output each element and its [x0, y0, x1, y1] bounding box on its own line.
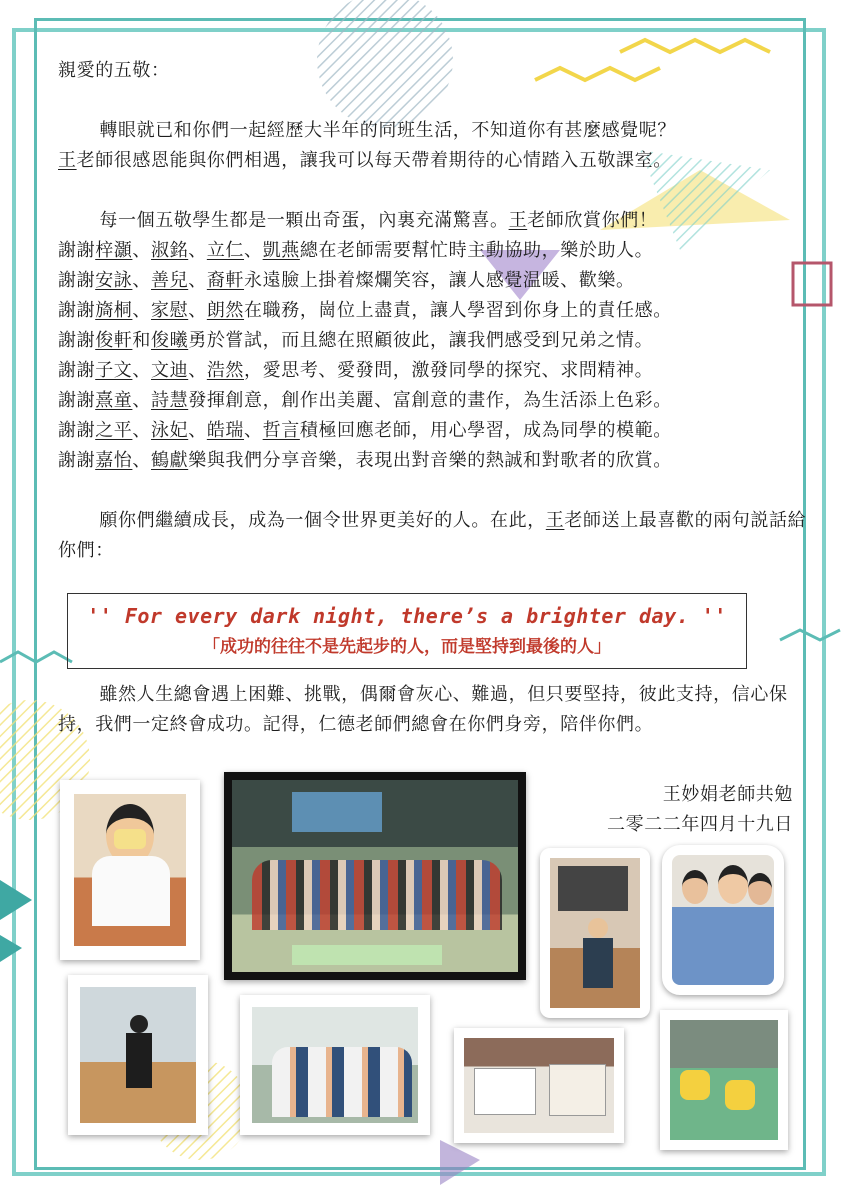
name-separator: 、 [244, 240, 263, 261]
paragraph-1-line-2 [58, 146, 818, 176]
photo-class-christmas [224, 772, 526, 980]
intro-text-a: 每一個五敬學生都是一顆出奇蛋，內裏充滿驚喜。 [99, 210, 509, 231]
student-name: 立仁 [206, 240, 245, 261]
thanks-prefix: 謝謝 [58, 450, 96, 471]
thanks-line [58, 296, 818, 326]
name-separator: 、 [132, 240, 152, 261]
paragraph-1-line-2-text: 老師很感恩能與你們相遇，讓我可以每天帶着期待的心情踏入五敬課室。 [76, 150, 672, 171]
letter-body [58, 56, 818, 566]
paragraph-1 [58, 116, 818, 176]
intro-text-b: 老師欣賞你們！ [527, 210, 658, 231]
student-name: 泳妃 [151, 420, 189, 441]
thanks-prefix: 謝謝 [58, 300, 96, 321]
paragraph-3 [58, 506, 818, 566]
student-name: 朗然 [206, 300, 245, 321]
thanks-line [58, 326, 818, 356]
name-separator: 、 [244, 420, 263, 441]
thanks-text: 在職務，崗位上盡責，讓人學習到你身上的責任感。 [244, 300, 672, 321]
student-name: 浩然 [206, 360, 245, 381]
paragraph-3-part-b: 老師送上最喜歡的兩句説話給你們： [58, 510, 807, 561]
paragraph-4 [58, 680, 818, 740]
name-separator: 、 [132, 450, 152, 471]
name-separator: 、 [132, 420, 152, 441]
name-separator: 、 [188, 300, 207, 321]
paragraph-4-text: 雖然人生總會遇上困難、挑戰，偶爾會灰心、難過，但只要堅持，彼此支持，信心保持，我們一定終會成功。記得，仁德老師們總會在你們身旁，陪伴你們。 [58, 684, 788, 735]
thanks-text: 積極回應老師，用心學習，成為同學的模範。 [299, 420, 672, 441]
thanks-text: ，愛思考、愛發問，激發同學的探究、求問精神。 [244, 360, 654, 381]
photo-girls-group [662, 845, 784, 995]
photo-boy-classroom [540, 848, 650, 1018]
teal-arrow-1 [0, 880, 32, 920]
thanks-line [58, 236, 818, 266]
photo-students-activity [660, 1010, 788, 1150]
photo-student-artwork [454, 1028, 624, 1143]
student-name: 皓瑞 [206, 420, 245, 441]
paragraph-3-part-a: 願你們繼續成長，成為一個令世界更美好的人。在此， [99, 510, 546, 531]
name-separator: 、 [188, 420, 207, 441]
paragraph-2-intro [58, 206, 818, 236]
thanks-text: 勇於嘗試，而且總在照顧彼此，讓我們感受到兄弟之情。 [188, 330, 654, 351]
greeting: 親愛的五敬： [58, 60, 170, 81]
thanks-prefix: 謝謝 [58, 420, 96, 441]
paragraph-2 [58, 206, 818, 476]
name-separator: 、 [132, 390, 152, 411]
thanks-prefix: 謝謝 [58, 390, 96, 411]
thanks-text: 永遠臉上掛着燦爛笑容，讓人感覺温暖、歡樂。 [244, 270, 635, 291]
name-separator: 、 [188, 270, 207, 291]
teacher-name: 王 [545, 510, 565, 531]
thanks-text: 發揮創意，創作出美麗、富創意的畫作，為生活添上色彩。 [188, 390, 672, 411]
thanks-prefix: 謝謝 [58, 360, 96, 381]
student-name: 凱燕 [262, 240, 300, 261]
teal-arrow-2 [0, 935, 22, 962]
name-separator: 、 [132, 300, 152, 321]
student-name: 子文 [95, 360, 133, 381]
teacher-name: 王 [58, 150, 77, 171]
student-name: 善兒 [151, 270, 189, 291]
name-separator: 、 [188, 240, 207, 261]
thanks-line [58, 446, 818, 476]
student-name: 嘉怡 [95, 450, 133, 471]
student-name: 詩慧 [151, 390, 189, 411]
student-name: 淑銘 [151, 240, 189, 261]
name-separator: 、 [132, 270, 152, 291]
zigzag-teal-right [780, 630, 840, 640]
paragraph-3-text [58, 506, 818, 566]
thanks-line [58, 386, 818, 416]
student-name: 梓灝 [95, 240, 133, 261]
quote-box [67, 593, 747, 669]
thanks-prefix: 謝謝 [58, 270, 96, 291]
signature-date: 二零二二年四月十九日 [607, 814, 793, 835]
photo-students-masks [240, 995, 430, 1135]
zigzag-yellow-top-2 [620, 40, 770, 52]
student-name: 俊曦 [151, 330, 189, 351]
thanks-line [58, 416, 818, 446]
teacher-name: 王 [508, 210, 528, 231]
photo-teacher-classroom [68, 975, 208, 1135]
name-separator: 和 [132, 330, 152, 351]
zigzag-teal-left [0, 652, 72, 662]
student-name: 安詠 [95, 270, 133, 291]
student-name: 俊軒 [95, 330, 133, 351]
student-name: 家慰 [151, 300, 189, 321]
student-name: 之平 [95, 420, 133, 441]
student-name: 裔軒 [206, 270, 245, 291]
thanks-line [58, 266, 818, 296]
name-separator: 、 [188, 360, 207, 381]
paragraph-1-line-1: 轉眼就已和你們一起經歷大半年的同班生活，不知道你有甚麼感覺呢？ [99, 120, 676, 141]
thanks-list [58, 236, 818, 476]
thanks-prefix: 謝謝 [58, 240, 96, 261]
name-separator: 、 [132, 360, 152, 381]
thanks-text: 總在老師需要幫忙時主動協助，樂於助人。 [299, 240, 654, 261]
thanks-line [58, 356, 818, 386]
purple-small-triangle [440, 1140, 480, 1185]
thanks-prefix: 謝謝 [58, 330, 96, 351]
student-name: 哲言 [262, 420, 300, 441]
student-name: 鶴獻 [151, 450, 189, 471]
signature-name: 王妙娟老師共勉 [662, 784, 793, 805]
student-name: 旖桐 [95, 300, 133, 321]
quote-english: '' For every dark night, there’s a brighter day. '' [87, 604, 727, 628]
quote-chinese: 「成功的往往不是先起步的人，而是堅持到最後的人」 [203, 637, 611, 657]
photo-boy-portrait [60, 780, 200, 960]
student-name: 文迪 [151, 360, 189, 381]
student-name: 熹童 [95, 390, 133, 411]
thanks-text: 樂與我們分享音樂，表現出對音樂的熱誠和對歌者的欣賞。 [188, 450, 672, 471]
